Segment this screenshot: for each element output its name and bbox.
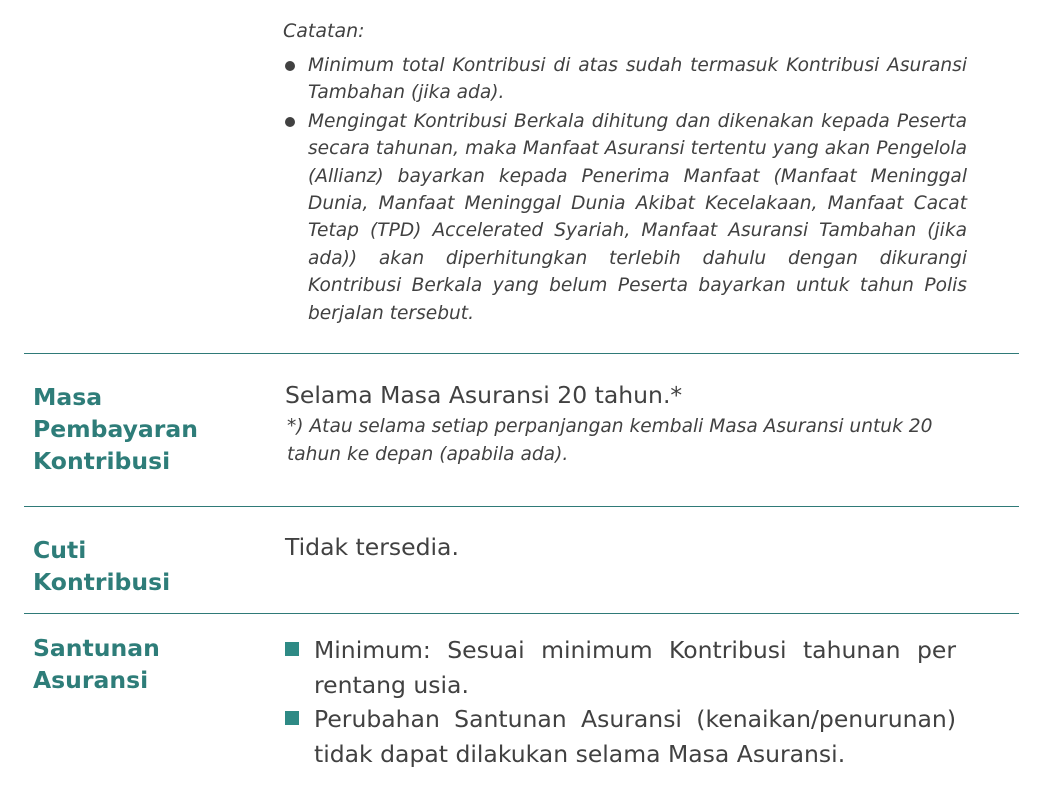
row-label-cuti-kontribusi xyxy=(33,534,170,598)
bullet-dot-icon xyxy=(285,117,295,127)
notes-item-text: Mengingat Kontribusi Berkala dihitung dan dikenakan kepada Peserta secara tahunan, maka Manfaat Asuransi tertentu yang akan Pengelola (Allianz) bayarkan kepada Penerima Manfaat (Manfaat Meninggal Dunia, Manfaat Meninggal Dunia Akibat Kecelakaan, Manfaat Cacat Tetap (TPD) Accelerated Syariah, Manfaat Asuransi Tambahan (jika ada)) akan diperhitungkan terlebih dahulu dengan dikurangi Kontribusi Berkala yang belum Peserta bayarkan untuk tahun Polis berjalan tersebut. xyxy=(308,110,967,324)
row-value-masa-pembayaran: Selama Masa Asuransi 20 tahun.* xyxy=(285,381,683,409)
row-value-cuti-kontribusi: Tidak tersedia. xyxy=(285,533,459,561)
bullet-dot-icon xyxy=(285,61,295,71)
notes-item xyxy=(283,52,967,107)
row-label-line: Kontribusi xyxy=(33,568,171,596)
section-divider xyxy=(24,506,1019,507)
row-label-line: Cuti xyxy=(33,536,87,564)
row-label-line: Santunan xyxy=(33,634,160,662)
square-bullet-icon xyxy=(285,642,299,656)
notes-section xyxy=(283,18,967,328)
row-label-line: Asuransi xyxy=(33,666,149,694)
notes-list xyxy=(283,52,967,327)
santunan-asuransi-list xyxy=(285,633,956,771)
notes-item xyxy=(283,108,967,327)
notes-title: Catatan: xyxy=(283,20,365,42)
row-label-line: Kontribusi xyxy=(33,447,171,475)
notes-item-text: Minimum total Kontribusi di atas sudah termasuk Kontribusi Asuransi Tambahan (jika ada). xyxy=(308,55,967,104)
row-label-line: Masa xyxy=(33,383,103,411)
row-label-line: Pembayaran xyxy=(33,415,198,443)
section-divider xyxy=(24,613,1019,614)
row-label-santunan-asuransi xyxy=(33,632,160,696)
list-item-text: Minimum: Sesuai minimum Kontribusi tahunan per rentang usia. xyxy=(314,636,956,699)
list-item-text: Perubahan Santunan Asuransi (kenaikan/penurunan) tidak dapat dilakukan selama Masa Asuransi. xyxy=(314,705,956,768)
row-footnote-masa-pembayaran: *) Atau selama setiap perpanjangan kembali Masa Asuransi untuk 20 tahun ke depan (apabila ada). xyxy=(287,416,933,465)
list-item xyxy=(285,702,956,771)
section-divider xyxy=(24,353,1019,354)
list-item xyxy=(285,633,956,702)
row-label-masa-pembayaran-kontribusi xyxy=(33,381,198,477)
square-bullet-icon xyxy=(285,711,299,725)
